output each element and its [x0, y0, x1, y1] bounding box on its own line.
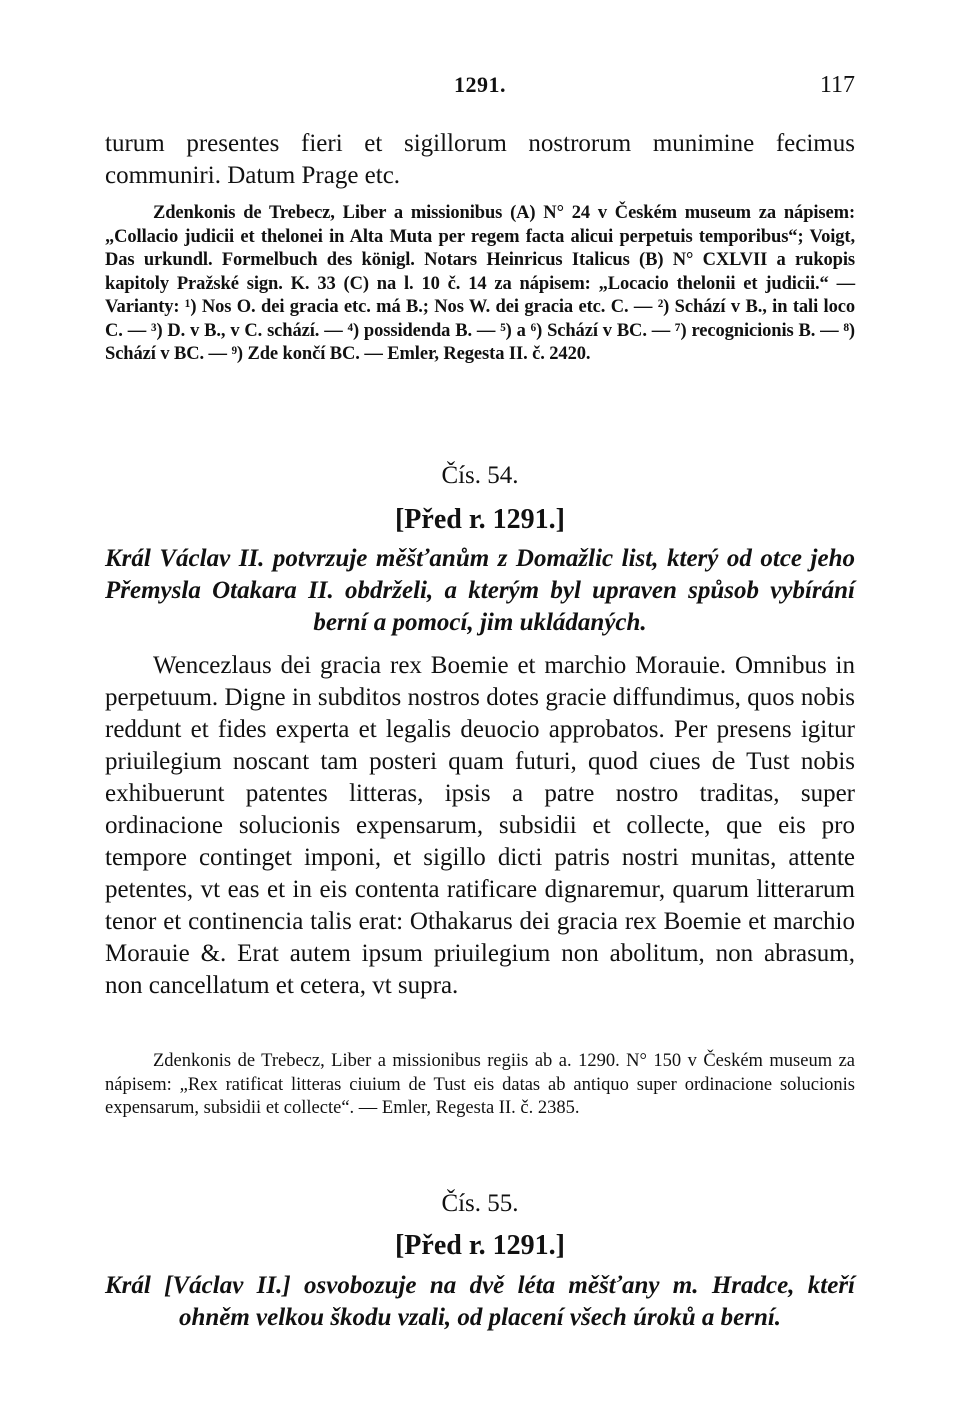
page-number: 117 [819, 72, 855, 98]
continuation-text: turum presentes fieri et sigillorum nostrorum munimine fecimus communiri. Datum Prage etc. [105, 130, 855, 189]
doc55-number: Čís. 55. [441, 1190, 519, 1217]
doc54-number-block [105, 462, 855, 490]
doc54-summary-block [105, 543, 855, 639]
doc55-summary-block [105, 1270, 855, 1334]
continuation-block [105, 128, 855, 192]
doc55-date-block [105, 1230, 855, 1262]
running-title: 1291. [454, 72, 506, 97]
doc55-date: [Před r. 1291.] [394, 1230, 566, 1261]
doc54-note-block [105, 1050, 855, 1121]
page-header [105, 72, 855, 102]
doc54-number: Čís. 54. [441, 462, 519, 489]
doc54-date-block [105, 504, 855, 536]
doc54-text: Wencezlaus dei gracia rex Boemie et marchio Morauie. Omnibus in perpetuum. Digne in subditos nostros dotes gracie diffundimus, quos nobis reddunt et fides experta et legalis deuocio approbatos. Per presens igitur priuilegium noscant tam posteri quam futuri, quod ciues de Tust nobis exhibuerunt patentes litteras, ipsis a patre nostro traditas, super ordinacione solucionis expensarum, subsidii et collecte, que eis pro tempore continget imponi, et sigillo dicti patris nostri munitas, attente petentes, vt eas et in eis contenta ratificare dignaremur, quarum litterarum tenor et continencia talis erat: Othakarus dei gracia rex Boemie et marchio Morauie &. Erat autem ipsum priuilegium non abolitum, non abrasum, non cancellatum et cetera, vt supra. [105, 652, 855, 999]
continuation-note-block [105, 202, 855, 367]
doc54-date: [Před r. 1291.] [394, 504, 566, 535]
continuation-note: Zdenkonis de Trebecz, Liber a missionibus (A) N° 24 v Českém museum za nápisem: „Collacio judicii et thelonei in Alta Muta per regem facta alicui perpetuis temporibus“; Voigt, Das urkundl. Formelbuch des königl. Notars Heinricus Italicus (B) N° CXLVII a rukopis kapitoly Pražské sign. K. 33 (C) na l. 10 č. 14 za nápisem: „Locacio thelonii et judicii.“ — Varianty: ¹) Nos O. dei gracia etc. má B.; Nos W. dei gracia etc. C. — ²) Schází v B., in tali loco C. — ³) D. v B., v C. schází. — ⁴) possidenda B. — ⁵) a ⁶) Schází v BC. — ⁷) recognicionis B. — ⁸) Schází v BC. — ⁹) Zde končí BC. — Emler, Regesta II. č. 2420. [105, 203, 855, 364]
doc54-text-block [105, 650, 855, 1002]
doc55-number-block [105, 1190, 855, 1218]
doc55-summary: Král [Václav II.] osvobozuje na dvě léta měšťany m. Hradce, kteří ohněm velkou škodu vzali, od placení všech úroků a berní. [105, 1272, 855, 1331]
doc54-summary: Král Václav II. potvrzuje měšťanům z Domažlic list, který od otce jeho Přemysla Otakara II. obdrželi, a kterým byl upraven spůsob vybírání berní a pomocí, jim ukládaných. [105, 545, 855, 636]
doc54-note: Zdenkonis de Trebecz, Liber a missionibus regiis ab a. 1290. N° 150 v Českém museum za nápisem: „Rex ratificat litteras ciuium de Tust eis datas ab antiquo super ordinacione solucionis expensarum, subsidii et collecte“. — Emler, Regesta II. č. 2385. [105, 1051, 855, 1118]
